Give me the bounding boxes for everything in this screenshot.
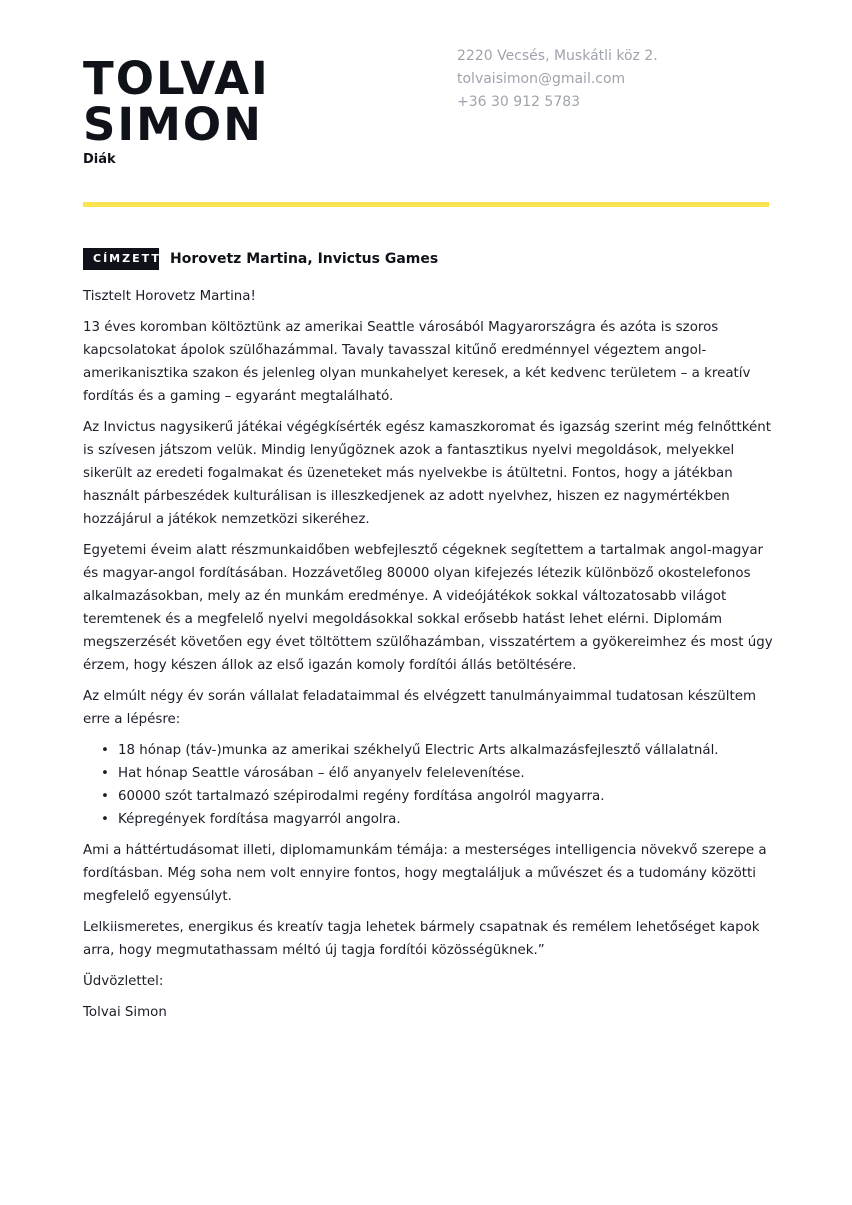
list-item: • Hat hónap Seattle városában – élő anyanyelv felelevenítése. [101,762,773,785]
signature: Tolvai Simon [83,1005,167,1020]
recipient-row [83,248,438,270]
phone-text: +36 30 912 5783 [457,94,581,110]
list-item: • Képregények fordítása magyarról angolra. [101,808,773,831]
email-text: tolvaisimon@gmail.com [457,71,626,87]
last-name: SIMON [83,98,263,151]
applicant-name [83,52,270,151]
achievements-list [83,739,773,831]
first-name: TOLVAI [83,52,270,105]
list-item: • 18 hónap (táv-)munka az amerikai székhelyű Electric Arts alkalmazásfejlesztő vállalatnál. [101,739,773,762]
paragraph-background: Ami a háttértudásomat illeti, diplomamunkám témája: a mesterséges intelligencia növekvő szerepe a fordításban. Még soha nem volt ennyire fontos, hogy megtaláljuk a művészet és a tudomány közötti megfelelő egyensúlyt. [83,843,767,904]
paragraph-experience: Egyetemi éveim alatt részmunkaidőben webfejlesztő cégeknek segítettem a tartalmak angol-magyar és magyar-angol fordításában. Hozzávetőleg 80000 olyan kifejezés létezik különböző okostelefonos alkalmazásokban, mely az én munkám eredménye. A videójátékok sokkal változatosabb világot teremtenek és a megfelelő nyelvi megoldásokkal sokkal erősebb hatást lehet elérni. Diplomám megszerzését követően egy évet töltöttem szülőhazámban, visszatértem a gyökereimhez és most úgy érzem, hogy készen állok az első igazán komoly fordítói állás betöltésére. [83,543,773,673]
paragraph-closing: Lelkiismeretes, energikus és kreatív tagja lehetek bármely csapatnak és remélem lehetőséget kapok arra, hogy megmutathassam méltó új tagja fordítói közösségüknek.” [83,920,760,958]
list-item: • 60000 szót tartalmazó szépirodalmi regény fordítása angolról magyarra. [101,785,773,808]
address-text: 2220 Vecsés, Muskátli köz 2. [457,48,658,64]
recipient-name: Horovetz Martina, Invictus Games [170,251,439,267]
paragraph-preparation: Az elmúlt négy év során vállalat feladataimmal és elvégzett tanulmányaimmal tudatosan készültem erre a lépésre: [83,689,757,727]
contact-block [457,45,658,114]
paragraph-motivation: Az Invictus nagysikerű játékai végégkísérték egész kamaszkoromat és igazság szerint még felnőttként is szívesen játszom velük. Mindig lenyűgöznek azok a fantasztikus nyelvi megoldások, melyekkel sikerült az eredeti fogalmakat és üzeneteket más nyelvekbe is átültetni. Fontos, hogy a játékban használt párbeszédek kulturálisan is illeszkedjenek az adott nyelvhez, hiszen ez nagymértékben hozzájárul a játékok nemzetközi sikeréhez. [83,420,771,527]
recipient-label: CÍMZETT [83,248,159,270]
applicant-role: Diák [83,152,116,167]
letter-body [83,285,773,1032]
greeting: Tisztelt Horovetz Martina! [83,289,256,304]
closing-salutation: Üdvözlettel: [83,974,164,989]
paragraph-intro: 13 éves koromban költöztünk az amerikai Seattle városából Magyarországra és azóta is szoros kapcsolatokat ápolok szülőhazámmal. Tavaly tavasszal kitűnő eredménnyel végeztem angol-amerikanisztika szakon és jelenleg olyan munkahelyet keresek, a két kedvenc területem – a kreatív fordítás és a gaming – egyaránt megtalálható. [83,320,751,404]
header-divider [83,202,769,207]
